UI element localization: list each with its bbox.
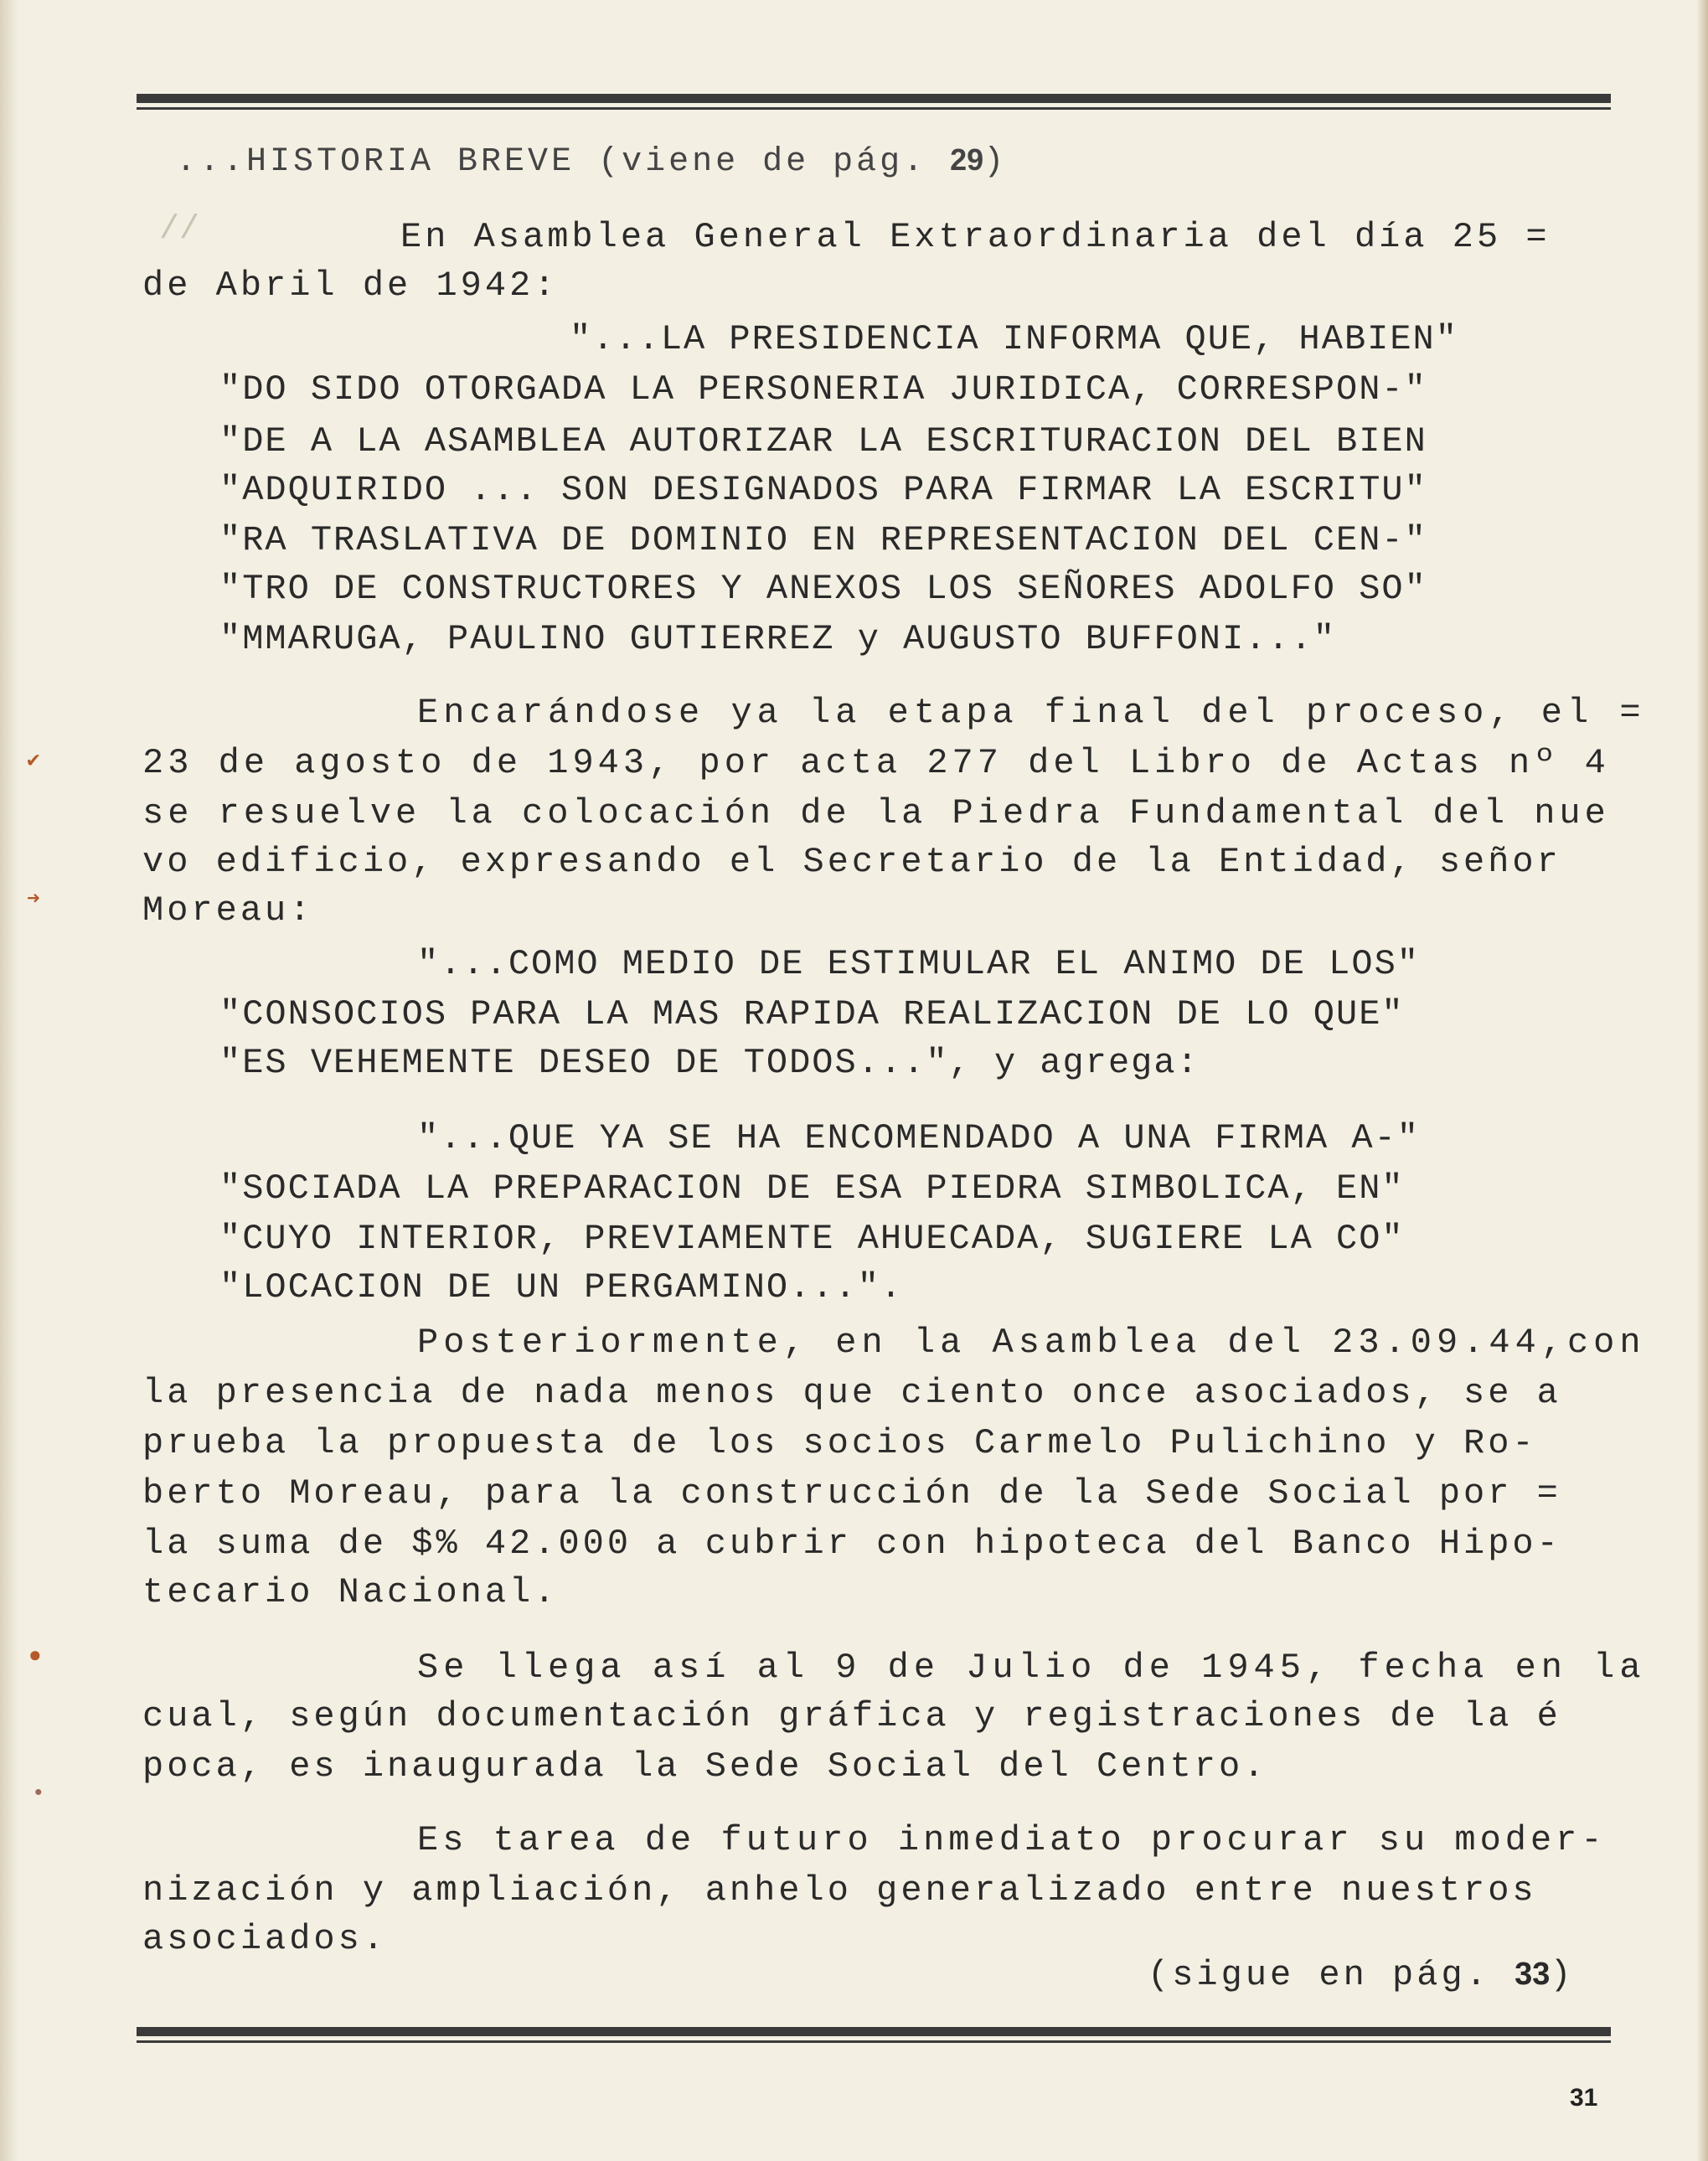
quote-line: "ES VEHEMENTE DESEO DE TODOS...", y agrega: [219, 1043, 1200, 1083]
header-page-ref: 29 [950, 142, 984, 177]
text-line: de Abril de 1942: [142, 266, 559, 306]
quote-line: "ADQUIRIDO ... SON DESIGNADOS PARA FIRMAR LA ESCRITU" [219, 470, 1427, 510]
text-line: Es tarea de futuro inmediato procurar su moder- [417, 1820, 1607, 1860]
text-line: la presencia de nada menos que ciento once asociados, se a [142, 1373, 1561, 1413]
margin-mark: ✔ [27, 748, 40, 773]
text-line: poca, es inaugurada la Sede Social del Centro. [142, 1746, 1268, 1787]
text-line: Se llega así al 9 de Julio de 1945, fecha en la [417, 1648, 1646, 1688]
quote-line: "CUYO INTERIOR, PREVIAMENTE AHUECADA, SUGIERE LA CO" [219, 1219, 1405, 1259]
quote-line: "TRO DE CONSTRUCTORES Y ANEXOS LOS SEÑORES ADOLFO SO" [219, 569, 1427, 609]
margin-mark: ➜ [27, 887, 40, 912]
quote-line: "MMARUGA, PAULINO GUTIERREZ y AUGUSTO BUFFONI..." [219, 619, 1337, 659]
quote-line: "...LA PRESIDENCIA INFORMA QUE, HABIEN" [570, 319, 1458, 359]
text-line: Moreau: [142, 890, 314, 931]
text-line: En Asamblea General Extraordinaria del día 25 = [400, 217, 1551, 257]
footer-prefix: (sigue en pág. [1148, 1955, 1490, 1995]
text-line: nización y ampliación, anhelo generalizado entre nuestros [142, 1870, 1537, 1911]
page-number: 31 [1570, 2084, 1598, 2112]
footer-suffix: ) [1550, 1955, 1575, 1995]
top-rule [137, 94, 1611, 110]
quote-line: "...COMO MEDIO DE ESTIMULAR EL ANIMO DE LOS" [417, 944, 1420, 984]
text-line: asociados. [142, 1919, 388, 1959]
margin-mark: • [32, 1781, 45, 1806]
footer-page-ref: 33 [1514, 1957, 1551, 1992]
header-suffix: ) [983, 143, 1008, 181]
text-line: vo edificio, expresando el Secretario de la Entidad, señor [142, 842, 1561, 882]
continuation-footer [1148, 1953, 1575, 1996]
quote-line: "CONSOCIOS PARA LA MAS RAPIDA REALIZACION DE LO QUE" [219, 994, 1405, 1034]
quote-line: "DO SIDO OTORGADA LA PERSONERIA JURIDICA, CORRESPON-" [219, 369, 1427, 410]
continuation-header [176, 139, 1007, 183]
text-line: cual, según documentación gráfica y registraciones de la é [142, 1696, 1561, 1736]
text-line: se resuelve la colocación de la Piedra Fundamental del nue [142, 793, 1610, 833]
text-line: tecario Nacional. [142, 1572, 559, 1612]
quote-line: "RA TRASLATIVA DE DOMINIO EN REPRESENTACION DEL CEN-" [219, 520, 1427, 560]
bottom-rule [137, 2027, 1611, 2043]
text-line: la suma de $% 42.000 a cubrir con hipoteca del Banco Hipo- [142, 1524, 1561, 1564]
binding-shadow [0, 0, 18, 2161]
text-line: prueba la propuesta de los socios Carmelo Pulichino y Ro- [142, 1423, 1537, 1463]
header-prefix: ...HISTORIA BREVE (viene de pág. [176, 143, 927, 181]
quote-line: "SOCIADA LA PREPARACION DE ESA PIEDRA SIMBOLICA, EN" [219, 1168, 1405, 1209]
quote-line: "...QUE YA SE HA ENCOMENDADO A UNA FIRMA A-" [417, 1118, 1420, 1158]
text-line: 23 de agosto de 1943, por acta 277 del Libro de Actas nº 4 [142, 743, 1610, 783]
margin-mark: ● [28, 1643, 42, 1668]
quote-line: "LOCACION DE UN PERGAMINO...". [219, 1267, 904, 1307]
page-edge [1696, 0, 1708, 2161]
text-line: Posteriormente, en la Asamblea del 23.09.44,con [417, 1323, 1646, 1363]
text-line: berto Moreau, para la construcción de la Sede Social por = [142, 1473, 1561, 1514]
text-line: Encarándose ya la etapa final del proceso, el = [417, 693, 1646, 733]
quote-line: "DE A LA ASAMBLEA AUTORIZAR LA ESCRITURACION DEL BIEN [219, 421, 1427, 462]
faint-mark: // [159, 211, 200, 249]
